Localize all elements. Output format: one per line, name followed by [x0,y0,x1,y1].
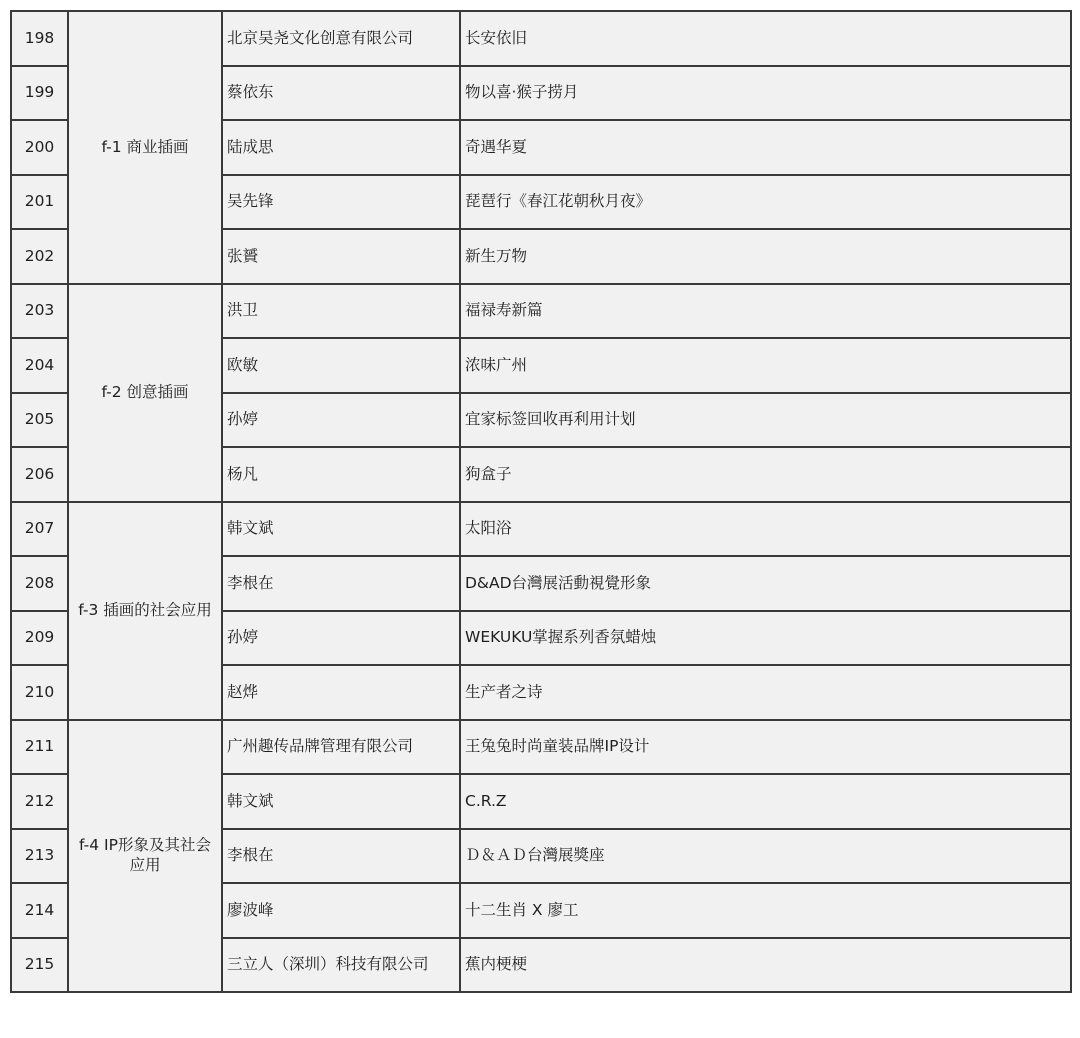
author-cell: 北京吴尧文化创意有限公司 [222,11,460,66]
author-cell: 洪卫 [222,284,460,339]
category-cell: f-1 商业插画 [68,11,222,284]
work-title-cell: WEKUKU掌握系列香氛蜡烛 [460,611,1071,666]
work-title-cell: 十二生肖 X 廖工 [460,883,1071,938]
category-cell: f-2 创意插画 [68,284,222,502]
work-title-cell: 蕉内梗梗 [460,938,1071,993]
author-cell: 赵烨 [222,665,460,720]
entry-number: 213 [11,829,68,884]
author-cell: 杨凡 [222,447,460,502]
author-cell: 吴先锋 [222,175,460,230]
entry-number: 204 [11,338,68,393]
table-row [11,284,1071,339]
author-cell: 广州趣传品牌管理有限公司 [222,720,460,775]
work-title-cell: 福禄寿新篇 [460,284,1071,339]
entry-number: 215 [11,938,68,993]
author-cell: 李根在 [222,556,460,611]
author-cell: 张贇 [222,229,460,284]
author-cell: 李根在 [222,829,460,884]
work-title-cell: 奇遇华夏 [460,120,1071,175]
work-title-cell: 生产者之诗 [460,665,1071,720]
work-title-cell: 物以喜·猴子捞月 [460,66,1071,121]
work-title-cell: 狗盒子 [460,447,1071,502]
entry-number: 202 [11,229,68,284]
category-cell: f-3 插画的社会应用 [68,502,222,720]
entry-number: 211 [11,720,68,775]
author-cell: 三立人（深圳）科技有限公司 [222,938,460,993]
work-title-cell: 琵琶行《春江花朝秋月夜》 [460,175,1071,230]
entry-number: 203 [11,284,68,339]
work-title-cell: 太阳浴 [460,502,1071,557]
entry-number: 199 [11,66,68,121]
author-cell: 韩文斌 [222,774,460,829]
work-title-cell: C.R.Z [460,774,1071,829]
entry-number: 198 [11,11,68,66]
awards-table-body [11,11,1071,992]
work-title-cell: 新生万物 [460,229,1071,284]
author-cell: 蔡依东 [222,66,460,121]
entry-number: 201 [11,175,68,230]
category-cell: f-4 IP形象及其社会应用 [68,720,222,993]
author-cell: 陆成思 [222,120,460,175]
entry-number: 206 [11,447,68,502]
work-title-cell: 宜家标签回收再利用计划 [460,393,1071,448]
work-title-cell: 长安依旧 [460,11,1071,66]
entry-number: 207 [11,502,68,557]
awards-table [10,10,1072,993]
entry-number: 212 [11,774,68,829]
table-row [11,11,1071,66]
entry-number: 209 [11,611,68,666]
work-title-cell: 王兔兔时尚童装品牌IP设计 [460,720,1071,775]
work-title-cell: D&AD台灣展活動視覺形象 [460,556,1071,611]
author-cell: 孙婷 [222,611,460,666]
table-row [11,502,1071,557]
author-cell: 孙婷 [222,393,460,448]
entry-number: 210 [11,665,68,720]
author-cell: 欧敏 [222,338,460,393]
entry-number: 200 [11,120,68,175]
entry-number: 214 [11,883,68,938]
work-title-cell: Ｄ＆ＡＤ台灣展獎座 [460,829,1071,884]
author-cell: 韩文斌 [222,502,460,557]
work-title-cell: 浓味广州 [460,338,1071,393]
entry-number: 205 [11,393,68,448]
entry-number: 208 [11,556,68,611]
table-row [11,720,1071,775]
author-cell: 廖波峰 [222,883,460,938]
